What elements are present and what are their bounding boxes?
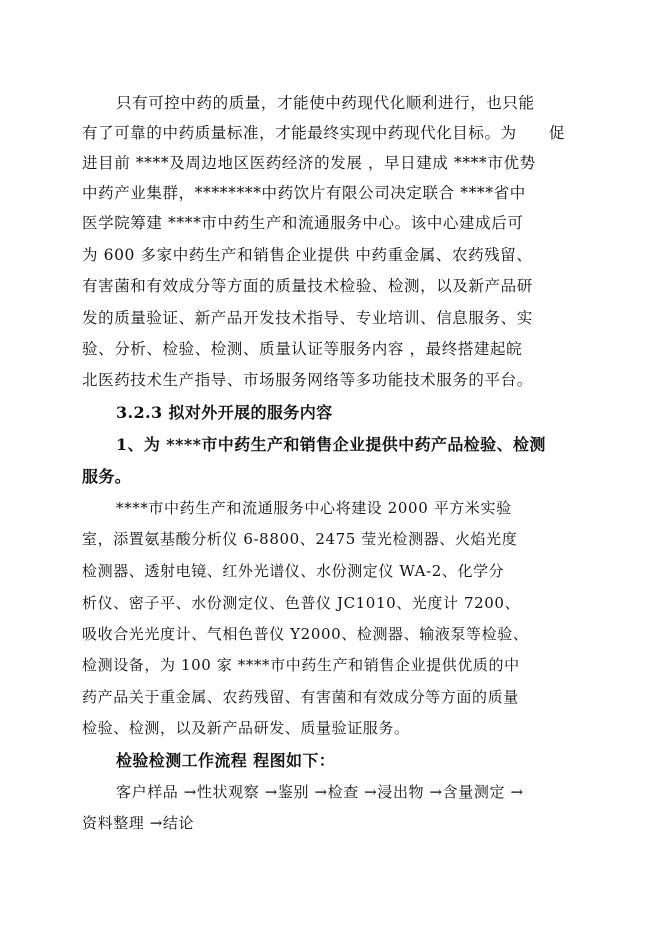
- paragraph-line-9: 验、分析、检验、检测、质量认证等服务内容 ，最终搭建起皖: [82, 340, 523, 358]
- body-line-7: 药产品关于重金属、农药残留、有害菌和有效成分等方面的质量: [82, 688, 519, 706]
- paragraph-line-3: 进目前 ****及周边地区医药经济的发展 ，早日建成 ****市优势: [82, 154, 536, 172]
- paragraph-line-2: 有了可靠的中药质量标准，才能最终实现中药现代化目标。为 促: [82, 124, 566, 142]
- paragraph-line-7: 有害菌和有效成分等方面的质量技术检验、检测，以及新产品研: [82, 277, 533, 295]
- paragraph-line-4: 中药产业集群，********中药饮片有限公司决定联合 ****省中: [82, 184, 526, 202]
- section-heading: 3.2.3 拟对外开展的服务内容: [116, 403, 333, 422]
- flow-heading: 检验检测工作流程 程图如下：: [116, 751, 336, 770]
- body-line-2: 室，添置氨基酸分析仪 6-8800、2475 莹光检测器、火焰光度: [82, 530, 518, 548]
- body-line-4: 析仪、密子平、水份测定仪、色普仪 JC1010、光度计 7200、: [82, 594, 521, 612]
- paragraph-line-10: 北医药技术生产指导、市场服务网络等多功能技术服务的平台。: [82, 371, 533, 389]
- paragraph-line-1: 只有可控中药的质量，才能使中药现代化顺利进行，也只能: [116, 94, 535, 112]
- subsection-heading-line-2: 服务。: [82, 467, 132, 486]
- paragraph-line-8: 发的质量验证、新产品开发技术指导、专业培训、信息服务、实: [82, 309, 533, 327]
- body-line-1: ****市中药生产和流通服务中心将建设 2000 平方米实验: [116, 499, 512, 517]
- body-line-6: 检测设备，为 100 家 ****市中药生产和销售企业提供优质的中: [82, 656, 520, 674]
- flow-line-1: 客户样品 →性状观察 →鉴别 →检查 →浸出物 →含量测定 →: [116, 783, 524, 801]
- paragraph-line-5: 医学院筹建 ****市中药生产和流通服务中心。该中心建成后可: [82, 214, 524, 232]
- subsection-heading-line-1: 1、为 ****市中药生产和销售企业提供中药产品检验、检测: [116, 435, 546, 454]
- body-line-3: 检测器、透射电镜、红外光谱仪、水份测定仪 WA-2、化学分: [82, 562, 505, 580]
- body-line-5: 吸收合光光度计、气相色普仪 Y2000、检测器、输液泵等检验、: [82, 625, 529, 643]
- body-line-8: 检验、检测，以及新产品研发、质量验证服务。: [82, 719, 410, 737]
- paragraph-line-6: 为 600 多家中药生产和销售企业提供 中药重金属、农药残留、: [82, 246, 533, 264]
- flow-line-2: 资料整理 →结论: [82, 814, 195, 832]
